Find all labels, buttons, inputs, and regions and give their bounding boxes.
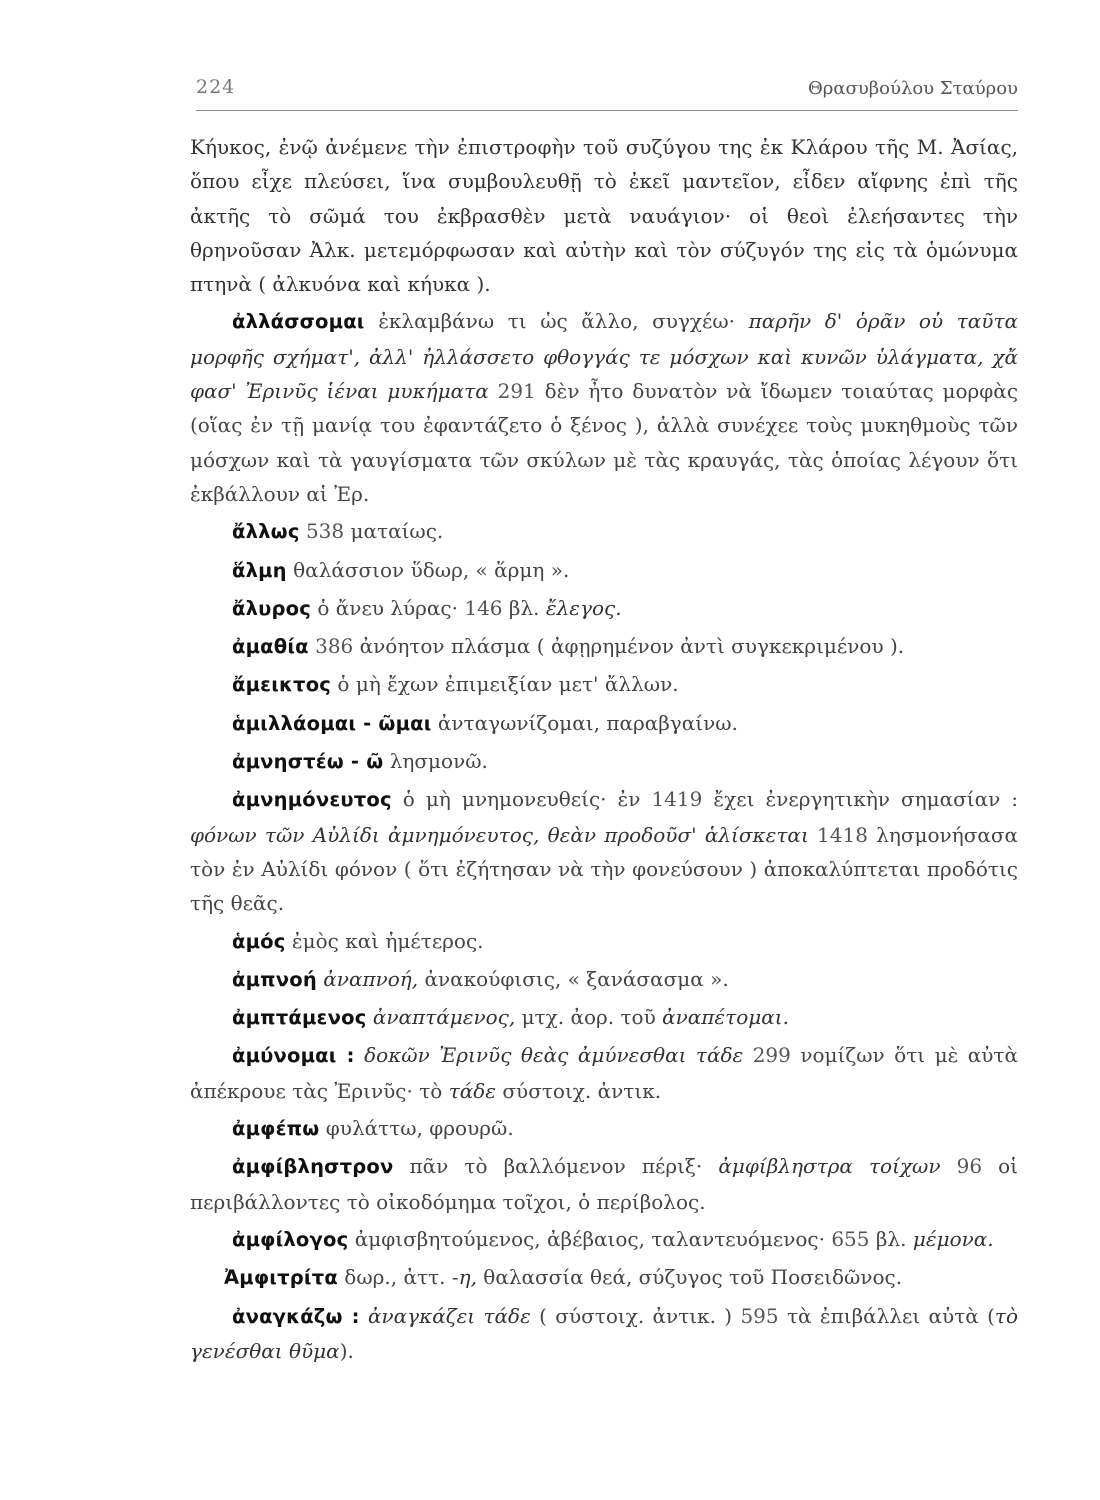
quotation: παρῆν δ' ὁρᾶν οὐ ταῦτα μορφῆς σχήματ', ἀλλ' ἠλλάσσετο φθογγάς τε μόσχων καὶ κυνῶν ὑλάγματα, χἄ φασ' Ἐρινῦς ἱέναι μυκήματα bbox=[190, 309, 1019, 404]
page-number: 224 bbox=[196, 76, 236, 98]
definition: ἀνακούφισις, « ξανάσασμα ». bbox=[424, 966, 729, 991]
headword: ἀμνηστέω - ῶ bbox=[232, 750, 384, 774]
definition: δὲν ἦτο δυνατὸν νὰ ἴδωμεν τοιαύτας μορφὰς (οἵας ἐν τῇ μανίᾳ του ἐφαντάζετο ὁ ξένος ), ἀλλὰ συνέχεε τοὺς μυκηθμοὺς τῶν μόσχων καὶ τὰ γαυγίσματα τῶν σκύλων μὲ τὰς κραυγάς, τὰς ὁποίας λέγουν ὅτι ἐκβάλλουν αἱ Ἐρ. bbox=[190, 379, 1019, 506]
quotation: η, bbox=[458, 1265, 477, 1290]
page-header bbox=[196, 70, 1018, 111]
headword: ἀμπτάμενος bbox=[232, 1006, 367, 1030]
verse-number: 595 bbox=[740, 1303, 779, 1328]
definition: οἱ περιβάλλοντες τὸ οἰκοδόμημα τοῖχοι, ὁ περίβολος. bbox=[190, 1154, 1019, 1214]
glossary-entry bbox=[190, 1038, 1018, 1108]
quotation: ἀμφίβληστρα τοίχων bbox=[718, 1154, 941, 1179]
definition: τὰ ἐπιβάλλει αὐτὰ ( bbox=[786, 1303, 995, 1328]
headword: ἁμός bbox=[232, 929, 286, 953]
definition: νομίζων ὅτι μὲ αὐτὰ ἀπέκρουε τὰς Ἐρινῦς· τὸ bbox=[190, 1043, 1019, 1103]
verse-number: 1418 bbox=[817, 822, 868, 847]
headword: ἄλλως bbox=[232, 520, 300, 544]
glossary-body bbox=[190, 130, 1018, 1371]
glossary-entry bbox=[190, 1111, 1018, 1146]
definition: ματαίως. bbox=[350, 519, 444, 544]
headword: ἀμφίβληστρον bbox=[232, 1155, 394, 1179]
headword: ἀμφέπω bbox=[232, 1117, 320, 1141]
definition: ἔχει ἐνεργητικὴν σημασίαν : bbox=[713, 787, 1019, 812]
quotation: τάδε bbox=[448, 1078, 497, 1103]
headword: ἄλυρος bbox=[232, 596, 312, 620]
glossary-entry bbox=[190, 514, 1018, 549]
verse-number: 1419 bbox=[651, 787, 703, 812]
verse-number: 655 bbox=[831, 1226, 870, 1251]
verse-number: 291 bbox=[497, 379, 536, 404]
cross-reference: μέμονα. bbox=[912, 1226, 994, 1251]
glossary-entry bbox=[190, 1299, 1018, 1369]
definition: λησμονήσασα τὸν ἐν Αὐλίδι φόνον ( ὅτι ἐζήτησαν νὰ τὴν φονεύσουν ) ἀποκαλύπτεται προδότις τῆς θεᾶς. bbox=[190, 822, 1019, 916]
definition: μτχ. ἀορ. τοῦ bbox=[521, 1005, 656, 1030]
glossary-entry bbox=[190, 304, 1018, 511]
definition: ἀνόητον πλάσμα ( ἀφῃρημένον ἀντὶ συγκεκριμένου ). bbox=[359, 634, 905, 659]
verse-number: 386 bbox=[315, 634, 354, 659]
quotation: δοκῶν Ἐρινῦς θεὰς ἀμύνεσθαι τάδε bbox=[364, 1043, 744, 1068]
glossary-entry bbox=[190, 1149, 1018, 1219]
definition: βλ. bbox=[508, 595, 540, 620]
glossary-entry bbox=[190, 744, 1018, 779]
headword: ἁμιλλάομαι - ῶμαι bbox=[232, 711, 432, 735]
definition: ὁ μὴ μνημονευθείς· ἐν bbox=[402, 787, 641, 812]
definition: θαλάσσιον ὕδωρ, « ἅρμη ». bbox=[293, 557, 570, 582]
glossary-entry bbox=[190, 924, 1018, 959]
quotation: φόνων τῶν Αὐλίδι ἀμνημόνευτος, θεὰν προδοῦσ' ἁλίσκεται bbox=[190, 822, 809, 847]
verse-number: 146 bbox=[464, 595, 503, 620]
headword: ἀμνημόνευτος bbox=[232, 788, 392, 812]
intro-paragraph: Κήυκος, ἐνῷ ἀνέμενε τὴν ἐπιστροφὴν τοῦ συζύγου της ἐκ Κλάρου τῆς Μ. Ἀσίας, ὅπου εἶχε πλεύσει, ἵνα συμβουλευθῇ τὸ ἐκεῖ μαντεῖον, εἶδεν αἴφνης ἐπὶ τῆς ἀκτῆς τὸ σῶμά του ἐκβρασθὲν μετὰ ναυάγιον· οἱ θεοὶ ἐλεήσαντες τὴν θρηνοῦσαν Ἀλκ. μετεμόρφωσαν καὶ αὐτὴν καὶ τὸν σύζυγόν της εἰς τὰ ὁμώνυμα πτηνὰ ( ἀλκυόνα καὶ κήυκα ). bbox=[190, 135, 1018, 297]
definition: θαλασσία θεά, σύζυγος τοῦ Ποσειδῶνος. bbox=[483, 1265, 903, 1290]
definition: ἐμὸς καὶ ἡμέτερος. bbox=[291, 928, 484, 953]
quotation: ἀναγκάζει τάδε bbox=[367, 1303, 531, 1328]
quotation: ἀναπτάμενος, bbox=[372, 1005, 516, 1030]
glossary-entry bbox=[190, 1000, 1018, 1035]
definition: φυλάττω, φρουρῶ. bbox=[325, 1116, 514, 1141]
verse-number: 538 bbox=[305, 519, 345, 544]
definition: λησμονῶ. bbox=[389, 749, 488, 774]
definition: ὁ ἄνευ λύρας· bbox=[317, 595, 458, 620]
definition: βλ. bbox=[875, 1226, 907, 1251]
headword: ἀμφίλογος bbox=[232, 1227, 349, 1251]
definition: ἐκλαμβάνω τι ὡς ἄλλο, συγχέω· bbox=[378, 309, 736, 334]
glossary-entry bbox=[190, 591, 1018, 626]
definition: ἀμφισβητούμενος, ἀβέβαιος, ταλαντευόμενος· bbox=[354, 1226, 825, 1251]
running-title: Θρασυβούλου Σταύρου bbox=[808, 78, 1018, 99]
headword: ἀμύνομαι : bbox=[232, 1044, 355, 1068]
glossary-entry bbox=[190, 782, 1018, 920]
verse-number: 96 bbox=[956, 1154, 983, 1179]
headword: ἀλλάσσομαι bbox=[232, 310, 365, 334]
cross-reference: ἔλεγος. bbox=[545, 595, 622, 620]
headword: Ἀμφιτρίτα bbox=[224, 1266, 338, 1290]
headword: ἀμαθία bbox=[232, 635, 309, 659]
definition: ). bbox=[339, 1338, 354, 1363]
glossary-entry bbox=[190, 706, 1018, 741]
quotation: τὸ γενέσθαι θῦμα bbox=[190, 1303, 1019, 1363]
glossary-entry bbox=[190, 553, 1018, 588]
headword: ἀναγκάζω : bbox=[232, 1304, 360, 1328]
definition: ὁ μὴ ἔχων ἐπιμειξίαν μετ' ἄλλων. bbox=[337, 672, 679, 697]
quotation: ἀναπνοή, bbox=[323, 966, 419, 991]
headword: ἅλμη bbox=[232, 558, 287, 582]
headword: ἀμπνοή bbox=[232, 967, 317, 991]
definition: ἀνταγωνίζομαι, παραβγαίνω. bbox=[437, 710, 738, 735]
verse-number: 299 bbox=[752, 1043, 791, 1068]
definition: πᾶν τὸ βαλλόμενον πέριξ· bbox=[409, 1154, 703, 1179]
definition: ( σύστοιχ. ἀντικ. ) bbox=[539, 1303, 733, 1328]
cross-reference: ἀναπέτομαι. bbox=[662, 1005, 789, 1030]
definition: σύστοιχ. ἀντικ. bbox=[502, 1078, 662, 1103]
glossary-entry bbox=[190, 1260, 1018, 1295]
glossary-entry bbox=[190, 962, 1018, 997]
glossary-entry bbox=[190, 629, 1018, 664]
glossary-entry bbox=[190, 667, 1018, 702]
glossary-entry bbox=[190, 1222, 1018, 1257]
headword: ἄμεικτος bbox=[232, 673, 332, 697]
definition: δωρ., ἀττ. - bbox=[344, 1265, 459, 1290]
